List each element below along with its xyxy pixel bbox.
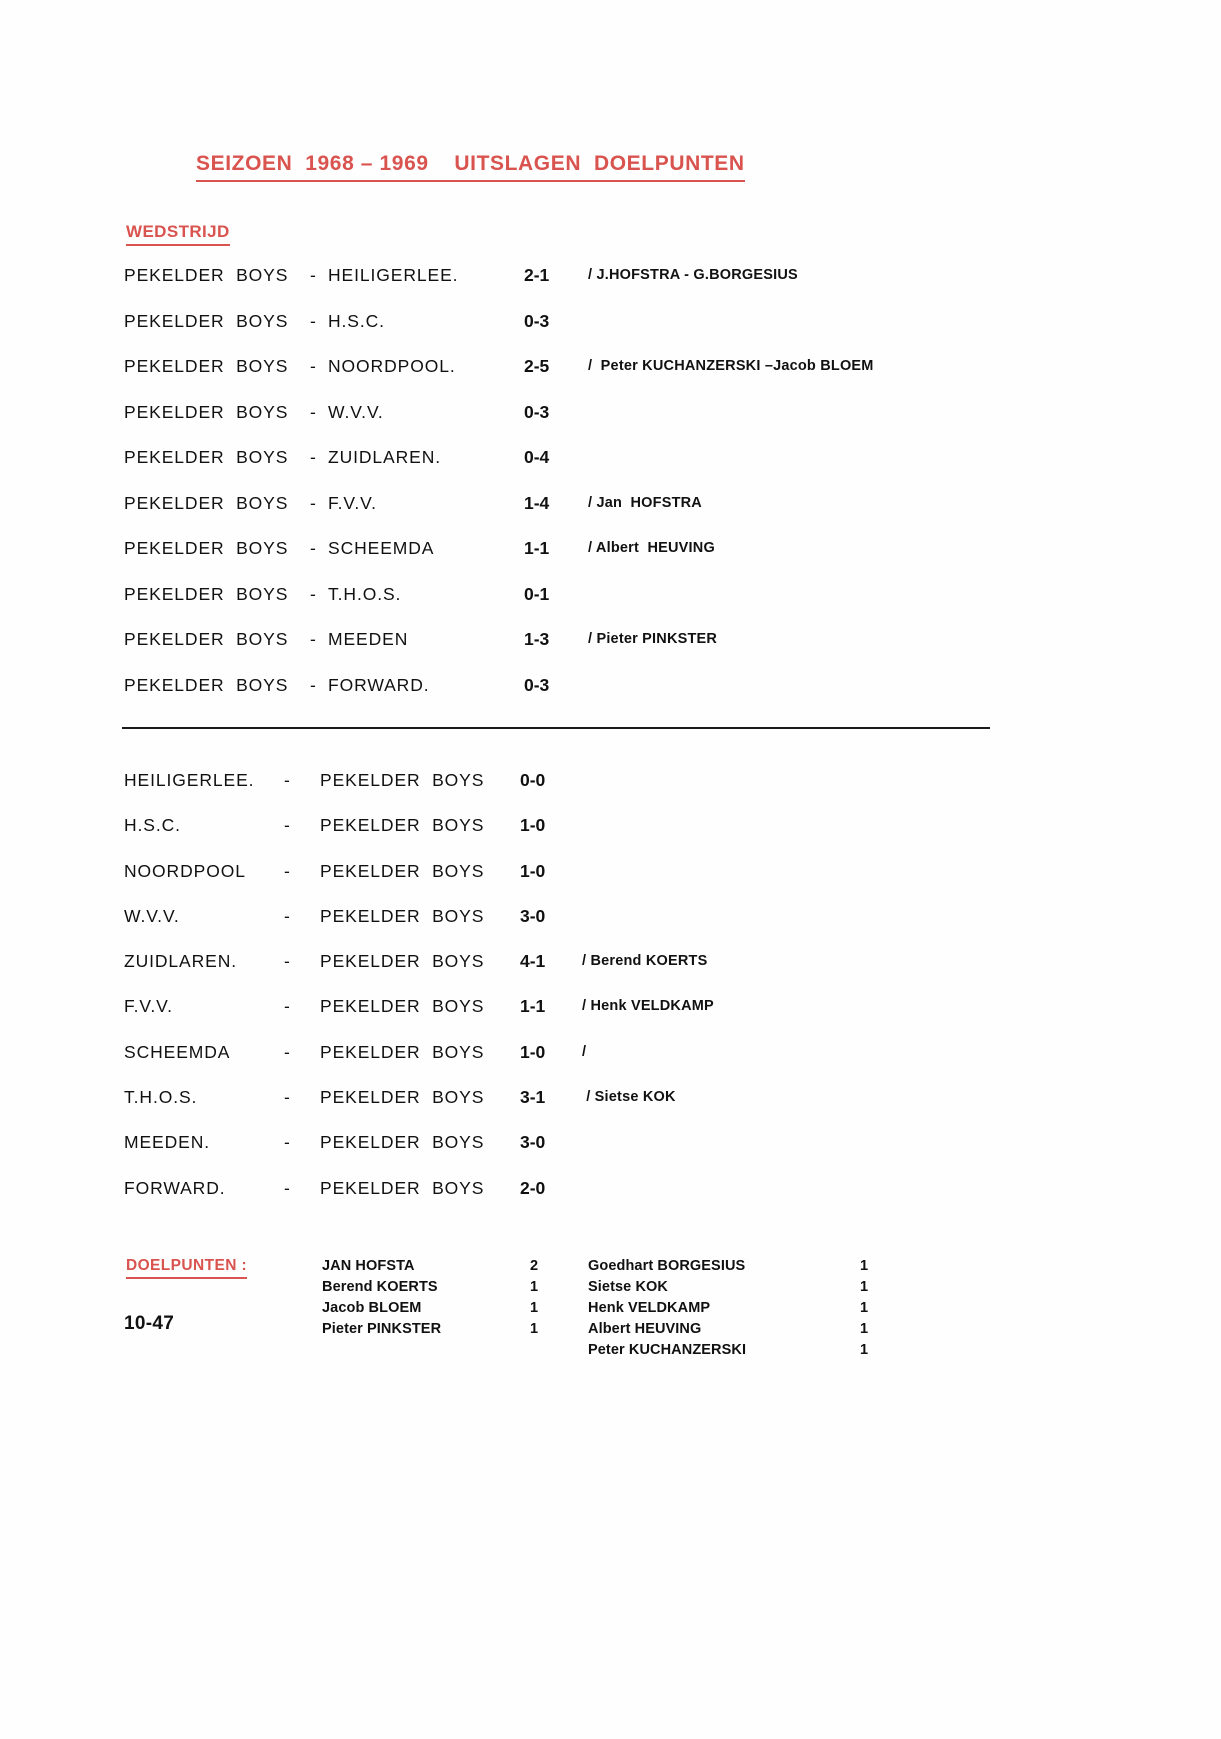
match-separator: - [284, 1087, 290, 1108]
match-team-home: T.H.O.S. [124, 1087, 198, 1108]
match-team-home: PEKELDER BOYS [124, 583, 289, 604]
match-score: 0-4 [524, 447, 550, 467]
match-team-home: F.V.V. [124, 996, 173, 1017]
match-team-away: ZUIDLAREN. [328, 447, 442, 467]
match-team-home: MEEDEN. [124, 1132, 211, 1153]
scorer-column-left [322, 1258, 539, 1342]
match-row [124, 402, 1124, 448]
match-row [124, 584, 1124, 630]
match-separator: - [284, 1177, 290, 1198]
scorer-count: 1 [860, 1279, 869, 1295]
scorer-line [322, 1279, 539, 1300]
match-team-away: SCHEEMDA [328, 538, 435, 558]
match-row [124, 356, 1124, 402]
scorer-line [588, 1258, 869, 1279]
scorer-name: Goedhart BORGESIUS [588, 1258, 746, 1274]
match-team-away: HEILIGERLEE. [328, 265, 459, 285]
match-score: 1-0 [520, 815, 546, 836]
match-score: 3-0 [520, 1132, 546, 1153]
match-separator: - [284, 770, 290, 790]
match-separator: - [284, 1132, 290, 1153]
match-separator: - [310, 629, 316, 649]
goal-total: 10-47 [124, 1313, 175, 1334]
away-match-list [124, 770, 1124, 1223]
scorer-count: 1 [860, 1258, 869, 1274]
match-team-away: PEKELDER BOYS [320, 1041, 485, 1062]
match-score: 0-3 [524, 674, 550, 695]
scorer-count: 1 [860, 1342, 869, 1358]
scorer-count: 1 [530, 1300, 539, 1316]
scorer-name: Sietse KOK [588, 1279, 668, 1295]
match-score: 2-0 [520, 1177, 546, 1198]
match-separator: - [310, 447, 316, 467]
match-team-home: ZUIDLAREN. [124, 951, 238, 972]
match-separator: - [310, 492, 316, 513]
scorer-line [588, 1279, 869, 1300]
match-separator: - [284, 905, 290, 926]
match-scorers: / Peter KUCHANZERSKI –Jacob BLOEM [588, 358, 874, 374]
match-row [124, 493, 1124, 539]
match-team-away: PEKELDER BOYS [320, 1132, 485, 1153]
match-scorers: / Pieter PINKSTER [588, 631, 718, 647]
match-separator: - [310, 401, 316, 422]
match-scorers: / Berend KOERTS [582, 953, 708, 970]
page-title: SEIZOEN 1968 – 1969 UITSLAGEN DOELPUNTEN [196, 152, 745, 182]
match-score: 1-1 [520, 996, 546, 1017]
match-separator: - [284, 951, 290, 972]
match-team-away: PEKELDER BOYS [320, 815, 485, 836]
match-team-away: PEKELDER BOYS [320, 860, 485, 881]
match-team-home: NOORDPOOL [124, 860, 246, 881]
match-team-away: FORWARD. [328, 674, 430, 695]
match-row [124, 538, 1124, 584]
match-row [124, 447, 1124, 493]
match-score: 4-1 [520, 951, 546, 972]
doelpunten-heading: DOELPUNTEN : [126, 1257, 247, 1279]
match-separator: - [310, 356, 316, 376]
match-team-away: PEKELDER BOYS [320, 1177, 485, 1198]
match-scorers: / Albert HEUVING [588, 540, 715, 556]
match-team-away: NOORDPOOL. [328, 356, 456, 376]
scorer-name: Peter KUCHANZERSKI [588, 1342, 747, 1358]
scorer-line [588, 1300, 869, 1321]
match-team-away: F.V.V. [328, 492, 377, 513]
scorer-name: Berend KOERTS [322, 1279, 438, 1295]
match-team-home: PEKELDER BOYS [124, 310, 289, 331]
match-row [124, 1042, 1124, 1087]
match-row [124, 1178, 1124, 1223]
match-row [124, 906, 1124, 951]
match-row [124, 629, 1124, 675]
scorer-line [322, 1300, 539, 1321]
match-team-home: HEILIGERLEE. [124, 770, 255, 790]
match-score: 0-3 [524, 310, 550, 331]
scorer-line [322, 1258, 539, 1279]
match-separator: - [284, 1041, 290, 1062]
match-team-home: PEKELDER BOYS [124, 538, 289, 558]
match-team-away: PEKELDER BOYS [320, 951, 485, 972]
scorer-line [588, 1342, 869, 1363]
match-separator: - [310, 310, 316, 331]
home-match-list [124, 265, 1124, 720]
match-separator: - [310, 265, 316, 285]
scorer-count: 1 [530, 1279, 539, 1295]
match-row [124, 265, 1124, 311]
match-row [124, 311, 1124, 357]
match-score: 2-1 [524, 265, 550, 285]
match-separator: - [284, 996, 290, 1017]
match-separator: - [310, 538, 316, 558]
match-team-away: W.V.V. [328, 401, 384, 422]
match-score: 1-0 [520, 860, 546, 881]
match-separator: - [310, 583, 316, 604]
match-separator: - [284, 815, 290, 836]
scorer-name: Pieter PINKSTER [322, 1321, 442, 1337]
scorer-line [322, 1321, 539, 1342]
match-scorers: / Jan HOFSTRA [588, 494, 702, 511]
match-team-home: PEKELDER BOYS [124, 401, 289, 422]
scorer-count: 1 [860, 1321, 869, 1337]
match-row [124, 951, 1124, 996]
match-score: 2-5 [524, 356, 550, 376]
match-team-home: PEKELDER BOYS [124, 674, 289, 695]
match-team-away: PEKELDER BOYS [320, 905, 485, 926]
match-score: 0-1 [524, 583, 550, 604]
scorer-name: Henk VELDKAMP [588, 1300, 711, 1316]
match-score: 0-3 [524, 401, 550, 422]
match-team-home: PEKELDER BOYS [124, 492, 289, 513]
match-score: 1-4 [524, 492, 550, 513]
match-row [124, 675, 1124, 721]
match-team-home: H.S.C. [124, 815, 181, 836]
scorer-column-right [588, 1258, 869, 1363]
match-score: 1-1 [524, 538, 550, 558]
match-team-away: PEKELDER BOYS [320, 770, 485, 790]
match-team-away: T.H.O.S. [328, 583, 402, 604]
scorer-name: Jacob BLOEM [322, 1300, 422, 1316]
match-team-away: PEKELDER BOYS [320, 1087, 485, 1108]
match-team-home: PEKELDER BOYS [124, 447, 289, 467]
match-team-away: MEEDEN [328, 629, 409, 649]
match-row [124, 770, 1124, 815]
match-team-home: PEKELDER BOYS [124, 629, 289, 649]
match-score: 1-0 [520, 1041, 546, 1062]
match-team-home: W.V.V. [124, 905, 180, 926]
match-row [124, 996, 1124, 1041]
scorer-count: 1 [530, 1321, 539, 1337]
match-scorers: / [582, 1043, 587, 1060]
scorer-count: 1 [860, 1300, 869, 1316]
match-score: 0-0 [520, 770, 546, 790]
scorer-name: JAN HOFSTA [322, 1258, 415, 1274]
match-score: 1-3 [524, 629, 550, 649]
match-team-away: PEKELDER BOYS [320, 996, 485, 1017]
match-score: 3-1 [520, 1087, 546, 1108]
match-row [124, 861, 1124, 906]
match-team-away: H.S.C. [328, 310, 385, 331]
match-team-home: SCHEEMDA [124, 1041, 231, 1062]
scorer-count: 2 [530, 1258, 539, 1274]
wedstrijd-heading: WEDSTRIJD [126, 222, 230, 246]
match-row [124, 1087, 1124, 1132]
match-team-home: PEKELDER BOYS [124, 356, 289, 376]
match-team-home: FORWARD. [124, 1177, 226, 1198]
match-scorers: / Henk VELDKAMP [582, 998, 714, 1015]
scorer-name: Albert HEUVING [588, 1321, 702, 1337]
match-row [124, 1132, 1124, 1177]
match-team-home: PEKELDER BOYS [124, 265, 289, 285]
match-row [124, 815, 1124, 860]
match-score: 3-0 [520, 905, 546, 926]
section-divider [122, 727, 990, 729]
match-scorers: / J.HOFSTRA - G.BORGESIUS [588, 267, 798, 283]
match-separator: - [284, 860, 290, 881]
match-separator: - [310, 674, 316, 695]
scorer-line [588, 1321, 869, 1342]
match-scorers: / Sietse KOK [582, 1089, 676, 1106]
